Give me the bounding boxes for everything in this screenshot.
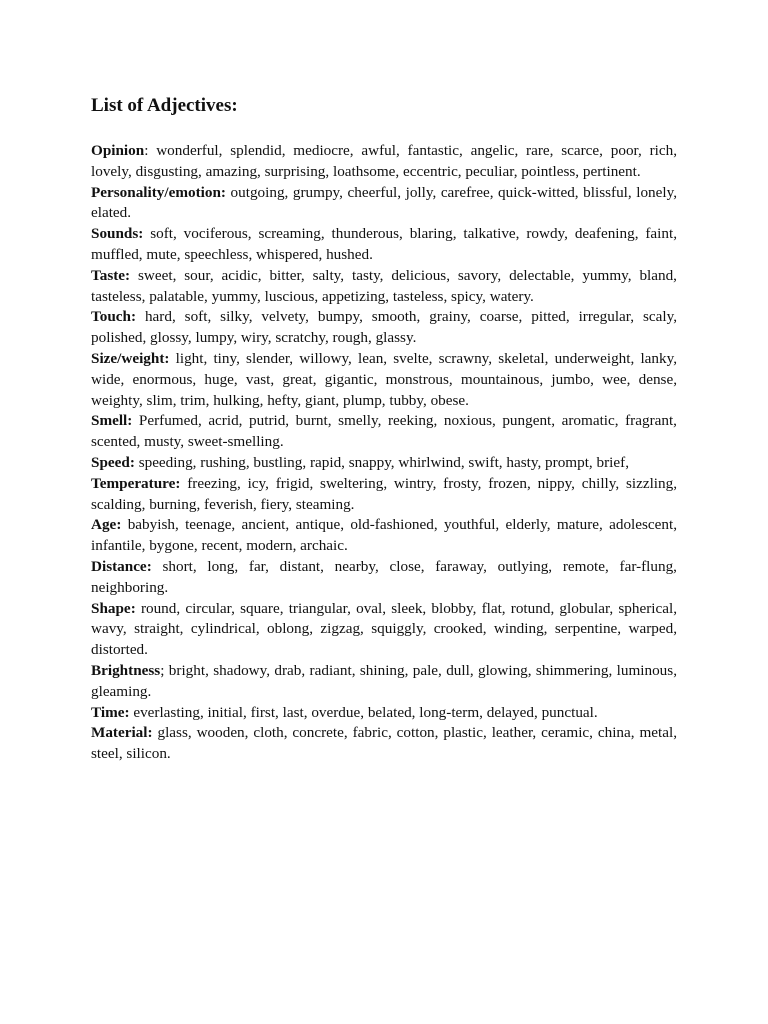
adjective-category (91, 557, 677, 599)
category-label: Brightness (91, 661, 161, 679)
category-separator: : (144, 142, 157, 159)
adjective-category (91, 723, 677, 765)
category-words: babyish, teenage, ancient, antique, old-fashioned, youthful, elderly, mature, adolescent, infantile, bygone, recent, modern, archaic. (91, 516, 677, 555)
category-words: soft, vociferous, screaming, thunderous, blaring, talkative, rowdy, deafening, faint, muffled, mute, speechless, whispered, hushed. (91, 225, 677, 263)
category-label: Shape (91, 599, 131, 617)
category-words: glass, wooden, cloth, concrete, fabric, cotton, plastic, leather, ceramic, china, metal, steel, silicon. (91, 724, 677, 763)
category-separator: ; (160, 661, 169, 679)
category-separator: : (116, 516, 128, 534)
document-page (91, 93, 677, 765)
category-label: Taste (91, 266, 126, 284)
adjective-category (91, 224, 677, 266)
category-label: Touch (91, 308, 131, 326)
category-separator: : (164, 349, 176, 367)
adjective-category (91, 349, 677, 411)
category-words: speeding, rushing, bustling, rapid, snappy, whirlwind, swift, hasty, prompt, brief, (138, 453, 629, 471)
category-separator: : (146, 557, 163, 575)
category-label: Opinion (91, 142, 145, 159)
category-words: sweet, sour, acidic, bitter, salty, tasty, delicious, savory, delectable, yummy, bland, tasteless, palatable, yummy, luscious, appetizing, tasteless, spicy, watery. (91, 266, 677, 305)
category-label: Sounds (91, 225, 139, 243)
category-label: Size/weight (91, 349, 165, 367)
category-words: wonderful, splendid, mediocre, awful, fantastic, angelic, rare, scarce, poor, rich, lovely, disgusting, amazing, surprising, loathsome, eccentric, peculiar, pointless, pertinent. (91, 142, 677, 180)
adjective-category (91, 474, 677, 516)
category-words: short, long, far, distant, nearby, close, faraway, outlying, remote, far-flung, neighboring. (91, 557, 677, 596)
category-separator: : (130, 308, 145, 326)
category-words: hard, soft, silky, velvety, bumpy, smooth, grainy, coarse, pitted, irregular, scaly, polished, glossy, lumpy, wiry, scratchy, rough, glassy. (91, 308, 677, 347)
category-label: Material (91, 724, 148, 742)
category-words: Perfumed, acrid, putrid, burnt, smelly, reeking, noxious, pungent, aromatic, fragrant, scented, musty, sweet-smelling. (91, 412, 677, 451)
category-label: Smell (91, 412, 128, 430)
category-words: outgoing, grumpy, cheerful, jolly, carefree, quick-witted, blissful, lonely, elated. (91, 183, 678, 222)
category-words: bright, shadowy, drab, radiant, shining, pale, dull, glowing, shimmering, luminous, gleaming. (91, 661, 677, 700)
adjective-list (91, 141, 677, 765)
category-words: round, circular, square, triangular, oval, sleek, blobby, flat, rotund, globular, spherical, wavy, straight, cylindrical, oblong, zigzag, squiggly, crooked, winding, serpentine, warped, distorted. (91, 599, 678, 659)
category-separator: : (130, 599, 141, 617)
category-separator: : (129, 453, 139, 471)
adjective-category (91, 515, 677, 557)
category-label: Personality/emotion (91, 183, 221, 201)
category-label: Age (91, 516, 117, 534)
category-label: Time (91, 703, 125, 721)
category-separator: : (138, 225, 151, 243)
adjective-category (91, 703, 677, 724)
adjective-category (91, 183, 677, 225)
category-words: everlasting, initial, first, last, overdue, belated, long-term, delayed, punctual. (133, 703, 598, 721)
document-title: List of Adjectives: (91, 95, 238, 116)
category-label: Temperature (91, 474, 176, 492)
adjective-category (91, 411, 677, 453)
category-label: Speed (91, 453, 130, 471)
category-separator: : (147, 724, 158, 742)
category-label: Distance (91, 557, 147, 575)
category-words: freezing, icy, frigid, sweltering, wintry, frosty, frozen, nippy, chilly, sizzling, scalding, burning, feverish, fiery, steaming. (91, 474, 677, 513)
adjective-category (91, 307, 677, 349)
adjective-category (91, 599, 677, 661)
category-separator: : (127, 412, 139, 430)
category-separator: : (175, 474, 188, 492)
category-separator: : (124, 703, 134, 721)
category-separator: : (220, 183, 231, 201)
adjective-category (91, 141, 677, 183)
adjective-category (91, 661, 677, 703)
category-words: light, tiny, slender, willowy, lean, svelte, scrawny, skeletal, underweight, lanky, wide, enormous, huge, vast, great, gigantic, monstrous, mountainous, jumbo, wee, dense, weighty, slim, trim, hulking, hefty, giant, plump, tubby, obese. (91, 349, 677, 409)
adjective-category (91, 266, 677, 308)
category-separator: : (125, 266, 138, 284)
adjective-category (91, 453, 677, 474)
